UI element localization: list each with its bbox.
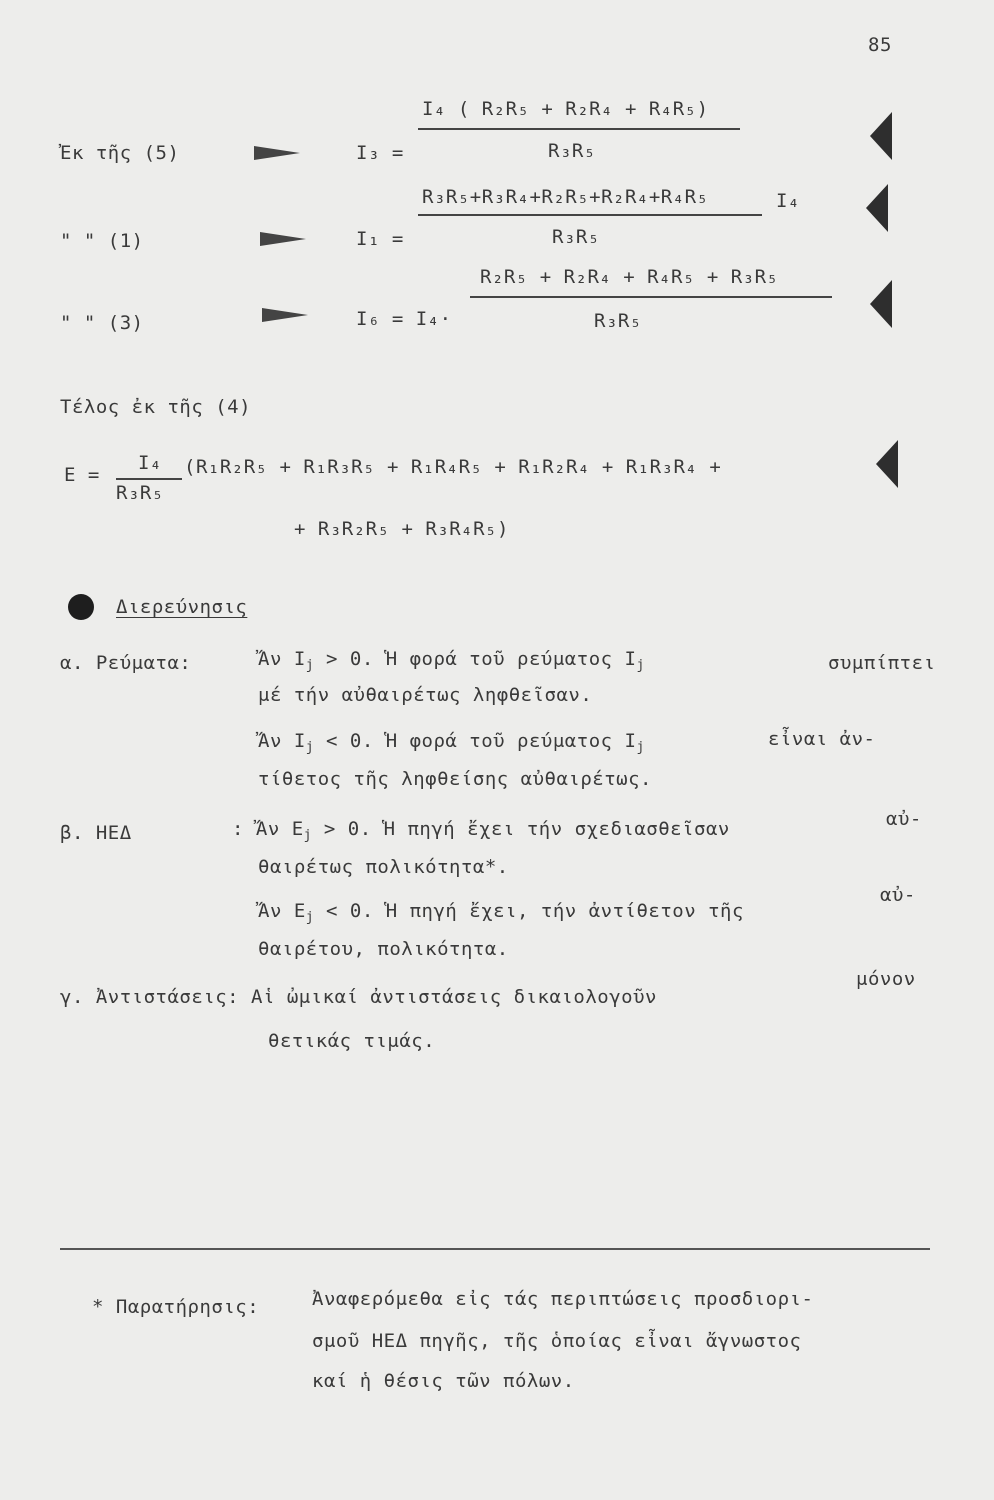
b1-text-left: : Ἄν E <box>232 818 304 840</box>
eq2-lhs: I₁ = <box>356 228 404 250</box>
eq4-lhs: E = <box>64 464 100 486</box>
arrow-icon <box>262 308 308 322</box>
eq4-line2: + R₃R₂R₅ + R₃R₄R₅) <box>294 518 509 540</box>
a-label: α. Ρεύματα: <box>60 652 192 674</box>
a1-text-right: συμπίπτει <box>828 652 936 674</box>
eq4-frac-num: I₄ <box>138 452 162 474</box>
b2-text-mid: < 0. Ἡ πηγή ἔχει, τήν ἀντίθετον τῆς <box>314 900 744 922</box>
margin-marker-icon <box>870 280 892 328</box>
b2-text-left: Ἄν E <box>258 900 306 922</box>
eq3-denominator: R₃R₅ <box>594 310 642 332</box>
sub-j: j <box>636 740 645 755</box>
margin-marker-icon <box>866 184 888 232</box>
a1-line1 <box>258 648 645 673</box>
arrow-icon <box>260 232 306 246</box>
finally-label: Τέλος ἐκ τῆς (4) <box>60 396 252 418</box>
footnote-line1: Ἀναφερόμεθα εἰς τάς περιπτώσεις προσδιορι- <box>312 1288 814 1310</box>
b1-text-right: αὐ- <box>886 808 922 830</box>
a2-text-right: εἶναι ἀν- <box>768 728 876 750</box>
b1-text-mid: > 0. Ἡ πηγή ἔχει τήν σχεδιασθεῖσαν <box>311 818 730 840</box>
b-label: β. ΗΕΔ <box>60 822 132 844</box>
sub-j: j <box>303 828 312 843</box>
fraction-line <box>116 478 182 480</box>
sub-j: j <box>305 740 315 755</box>
b1-line2: θαιρέτως πολικότητα*. <box>258 856 509 878</box>
a1-line2: μέ τήν αὐθαιρέτως ληφθεῖσαν. <box>258 684 593 706</box>
a1-text-left: Ἄν I <box>258 648 306 670</box>
eq2-denominator: R₃R₅ <box>552 226 600 248</box>
c-line1-left: γ. Ἀντιστάσεις: Αἱ ὠμικαί ἀντιστάσεις δικαιολογοῦν <box>60 986 657 1008</box>
eq2-source: " " (1) <box>60 230 144 252</box>
eq3-source: " " (3) <box>60 312 144 334</box>
eq1-denominator: R₃R₅ <box>548 140 596 162</box>
b2-line2: θαιρέτου, πολικότητα. <box>258 938 509 960</box>
bullet-icon <box>68 594 94 620</box>
a1-text-mid: > 0. Ἡ φορά τοῦ ρεύματος I <box>314 648 637 670</box>
eq1-numerator: I₄ ( R₂R₅ + R₂R₄ + R₄R₅) <box>422 98 709 120</box>
eq2-numerator: R₃R₅+R₃R₄+R₂R₅+R₂R₄+R₄R₅ <box>422 186 709 208</box>
arrow-icon <box>254 146 300 160</box>
eq4-frac-den: R₃R₅ <box>116 482 164 504</box>
footnote-line2: σμοῦ ΗΕΔ πηγῆς, τῆς ὁποίας εἶναι ἄγνωστος <box>312 1330 802 1352</box>
margin-marker-icon <box>870 112 892 160</box>
eq4-line1: (R₁R₂R₅ + R₁R₃R₅ + R₁R₄R₅ + R₁R₂R₄ + R₁R₃R₄ + <box>184 456 722 478</box>
footnote-line3: καί ἡ θέσις τῶν πόλων. <box>312 1370 575 1392</box>
a2-text-mid: < 0. Ἡ φορά τοῦ ρεύματος I <box>314 730 637 752</box>
eq3-numerator: R₂R₅ + R₂R₄ + R₄R₅ + R₃R₅ <box>480 266 779 288</box>
a2-text-left: Ἄν I <box>258 730 306 752</box>
a2-line2: τίθετος τῆς ληφθείσης αὐθαιρέτως. <box>258 768 652 790</box>
b1-line1 <box>232 818 730 843</box>
footnote-label: * Παρατήρησις: <box>92 1296 260 1318</box>
sub-j: j <box>305 910 315 925</box>
eq1-source: Ἐκ τῆς (5) <box>60 142 180 164</box>
page-number: 85 <box>868 34 892 56</box>
discussion-heading: Διερεύνησις <box>116 596 248 618</box>
sub-j: j <box>305 658 315 673</box>
fraction-line <box>470 296 832 298</box>
c-line1-right: μόνον <box>856 968 916 990</box>
sub-j: j <box>636 658 645 673</box>
fraction-line <box>418 214 762 216</box>
eq3-lhs: I₆ = I₄· <box>356 308 452 330</box>
c-line2: θετικάς τιμάς. <box>268 1030 436 1052</box>
eq2-factor: I₄ <box>776 190 800 212</box>
footnote-divider <box>60 1248 930 1250</box>
fraction-line <box>418 128 740 130</box>
b2-line1 <box>258 900 744 925</box>
b2-text-right: αὐ- <box>880 884 916 906</box>
eq1-lhs: I₃ = <box>356 142 404 164</box>
margin-marker-icon <box>876 440 898 488</box>
a2-line1 <box>258 730 645 755</box>
